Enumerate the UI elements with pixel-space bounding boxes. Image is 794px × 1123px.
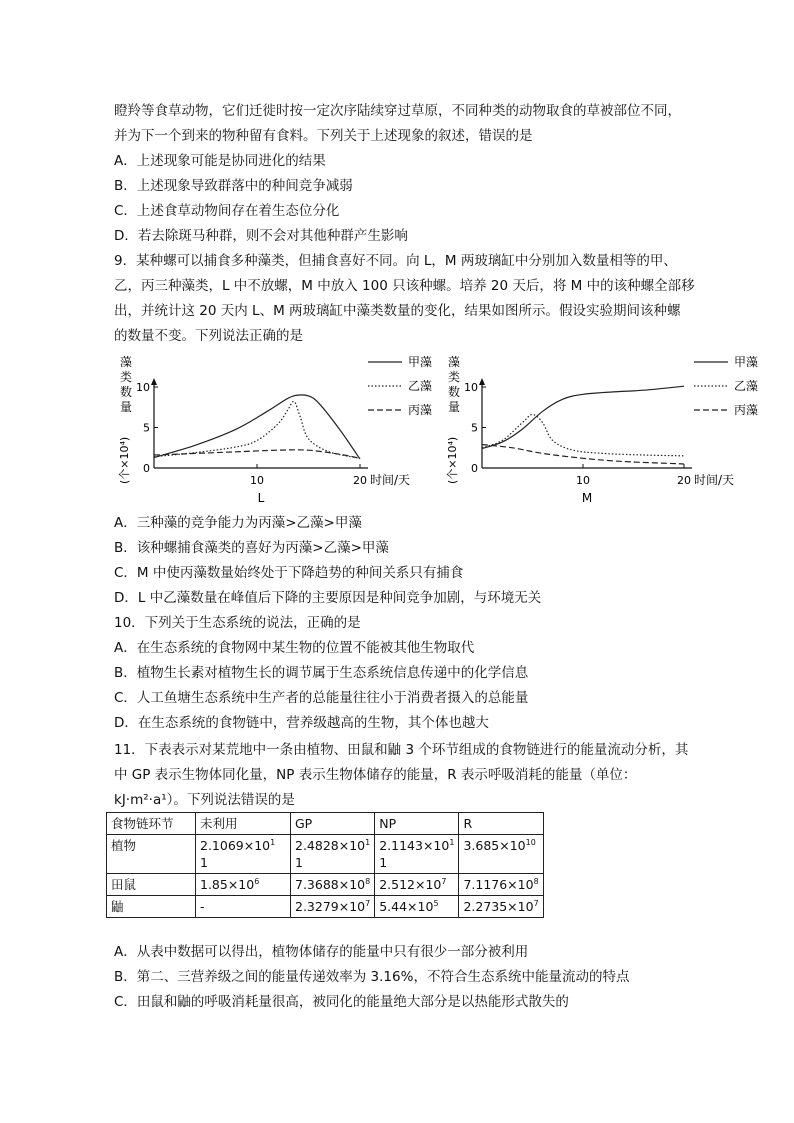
y-axis-label-char: 藻 [120, 355, 133, 369]
q10-option-d: D．在生态系统的食物链中，营养级越高的生物，其个体也越大 [114, 715, 489, 731]
x-tick-label: 10 [576, 474, 590, 487]
series-line-丙藻 [154, 450, 360, 458]
table-header-cell: R [459, 813, 543, 835]
table-header-cell: 未利用 [196, 813, 291, 835]
q10-option-a: A．在生态系统的食物网中某生物的位置不能被其他生物取代 [114, 640, 475, 656]
y-axis-arrow [151, 378, 157, 385]
q11-option-c: C．田鼠和鼬的呼吸消耗量很高，被同化的能量绝大部分是以热能形式散失的 [114, 994, 569, 1010]
table-cell: - [196, 896, 291, 918]
q11-stem-line-3: kJ·m²·a¹）。下列说法错误的是 [114, 792, 295, 808]
y-axis-unit: (个×10⁴) [118, 436, 131, 484]
y-tick-label: 10 [464, 381, 478, 394]
series-line-甲藻 [154, 395, 360, 459]
table-cell: $2.3279\times 10^7$ [291, 896, 375, 918]
q10-option-c: C．人工鱼塘生态系统中生产者的总能量往往小于消费者摄入的总能量 [114, 690, 529, 706]
table-cell: $7.1176\times 10^8$ [459, 874, 543, 896]
y-axis-label-char: 数 [448, 385, 461, 399]
q8-option-b: B．上述现象导致群落中的种间竞争减弱 [114, 178, 353, 194]
x-axis-label: 时间/天 [694, 473, 735, 487]
table-cell-organism: 植物 [107, 835, 196, 874]
q9-option-c: C．M 中使丙藻数量始终处于下降趋势的种间关系只有捕食 [114, 565, 464, 581]
legend-label: 甲藻 [408, 355, 433, 369]
table-header-cell: NP [375, 813, 459, 835]
y-axis-unit: (个×10⁴) [446, 436, 459, 484]
table-cell: $2.4828\times 10^1$ 1 [291, 835, 375, 874]
table-row [107, 835, 544, 874]
q9-stem-line-2: 乙，丙三种藻类，L 中不放螺，M 中放入 100 只该种螺。培养 20 天后，将 M 中的该种螺全部移 [114, 278, 695, 294]
legend-label: 丙藻 [408, 403, 433, 417]
q11-option-b: B．第二、三营养级之间的能量传递效率为 3.16%，不符合生态系统中能量流动的特点 [114, 969, 630, 985]
table-row [107, 874, 544, 896]
y-axis-label-char: 类 [448, 370, 461, 384]
q11-option-a: A．从表中数据可以得出，植物体储存的能量中只有很少一部分被利用 [114, 944, 529, 960]
y-tick-label: 5 [143, 421, 150, 435]
legend-label: 乙藻 [734, 379, 759, 393]
y-tick-label: 0 [143, 462, 150, 475]
panel-label: L [257, 491, 265, 505]
x-tick-label: 20 [353, 474, 367, 487]
table-header-row [107, 813, 544, 835]
legend-label: 乙藻 [408, 379, 433, 393]
table-cell-organism: 田鼠 [107, 874, 196, 896]
table-header-cell: GP [291, 813, 375, 835]
q8-stem-line-2: 并为下一个到来的物种留有食料。下列关于上述现象的叙述，错误的是 [114, 128, 533, 144]
x-tick-label: 20 [677, 474, 691, 487]
table-cell: $2.1069\times 10^1$ 1 [196, 835, 291, 874]
table-cell: $2.512\times 10^7$ [375, 874, 459, 896]
x-axis-label: 时间/天 [370, 473, 411, 487]
chart-l [112, 350, 433, 508]
q9-stem-line-4: 的数量不变。下列说法正确的是 [114, 328, 303, 344]
y-axis-arrow [479, 378, 485, 385]
q8-option-c: C．上述食草动物间存在着生态位分化 [114, 203, 340, 219]
table-cell: $3.685\times 10^{10}$ [459, 835, 543, 874]
q8-option-d: D．若去除斑马种群，则不会对其他种群产生影响 [114, 228, 408, 244]
y-tick-label: 5 [471, 421, 478, 435]
y-axis-label-char: 量 [120, 400, 133, 414]
series-line-丙藻 [482, 445, 684, 465]
q10-stem: 10．下列关于生态系统的说法，正确的是 [114, 615, 361, 631]
y-axis-label-char: 类 [120, 370, 133, 384]
table-cell: $5.44\times 10^5$ [375, 896, 459, 918]
q10-option-b: B．植物生长素对植物生长的调节属于生态系统信息传递中的化学信息 [114, 665, 529, 681]
q8-option-a: A．上述现象可能是协同进化的结果 [114, 153, 326, 169]
y-tick-label: 10 [136, 381, 150, 394]
q11-stem-line-1: 11．下表表示对某荒地中一条由植物、田鼠和鼬 3 个环节组成的食物链进行的能量流动分析，其 [114, 742, 689, 758]
table-cell: $2.2735\times 10^7$ [459, 896, 543, 918]
table-cell: $2.1143\times 10^1$ 1 [375, 835, 459, 874]
q9-stem-line-3: 出，并统计这 20 天内 L、M 两玻璃缸中藻类数量的变化，结果如图所示。假设实验期间该种螺 [114, 303, 681, 319]
series-line-乙藻 [154, 401, 360, 458]
panel-label: M [581, 491, 593, 505]
legend-label: 甲藻 [734, 355, 759, 369]
legend-label: 丙藻 [734, 403, 759, 417]
q9-option-d: D．L 中乙藻数量在峰值后下降的主要原因是种间竞争加剧，与环境无关 [114, 590, 542, 606]
table-cell: $1.85\times 10^6$ [196, 874, 291, 896]
y-axis-label-char: 藻 [448, 355, 461, 369]
q9-stem-line-1: 9．某种螺可以捕食多种藻类，但捕食喜好不同。向 L，M 两玻璃缸中分别加入数量相等的甲、 [114, 253, 677, 269]
q9-option-a: A．三种藻的竞争能力为丙藻>乙藻>甲藻 [114, 515, 362, 531]
table-row [107, 896, 544, 918]
table-cell: $7.3688\times 10^8$ [291, 874, 375, 896]
energy-flow-table [106, 812, 544, 918]
q8-stem-line-1: 瞪羚等食草动物，它们迁徙时按一定次序陆续穿过草原，不同种类的动物取食的草被部位不同， [114, 103, 681, 119]
y-axis-label-char: 量 [448, 400, 461, 414]
q9-option-b: B．该种螺捕食藻类的喜好为丙藻>乙藻>甲藻 [114, 540, 389, 556]
chart-m [440, 350, 760, 508]
table-cell-organism: 鼬 [107, 896, 196, 918]
x-tick-label: 10 [250, 474, 264, 487]
q11-stem-line-2: 中 GP 表示生物体同化量，NP 表示生物体储存的能量，R 表示呼吸消耗的能量（单位： [114, 767, 637, 783]
series-line-乙藻 [482, 415, 684, 456]
series-line-甲藻 [482, 386, 684, 448]
y-tick-label: 0 [471, 462, 478, 475]
table-header-cell: 食物链环节 [107, 813, 196, 835]
y-axis-label-char: 数 [120, 385, 133, 399]
